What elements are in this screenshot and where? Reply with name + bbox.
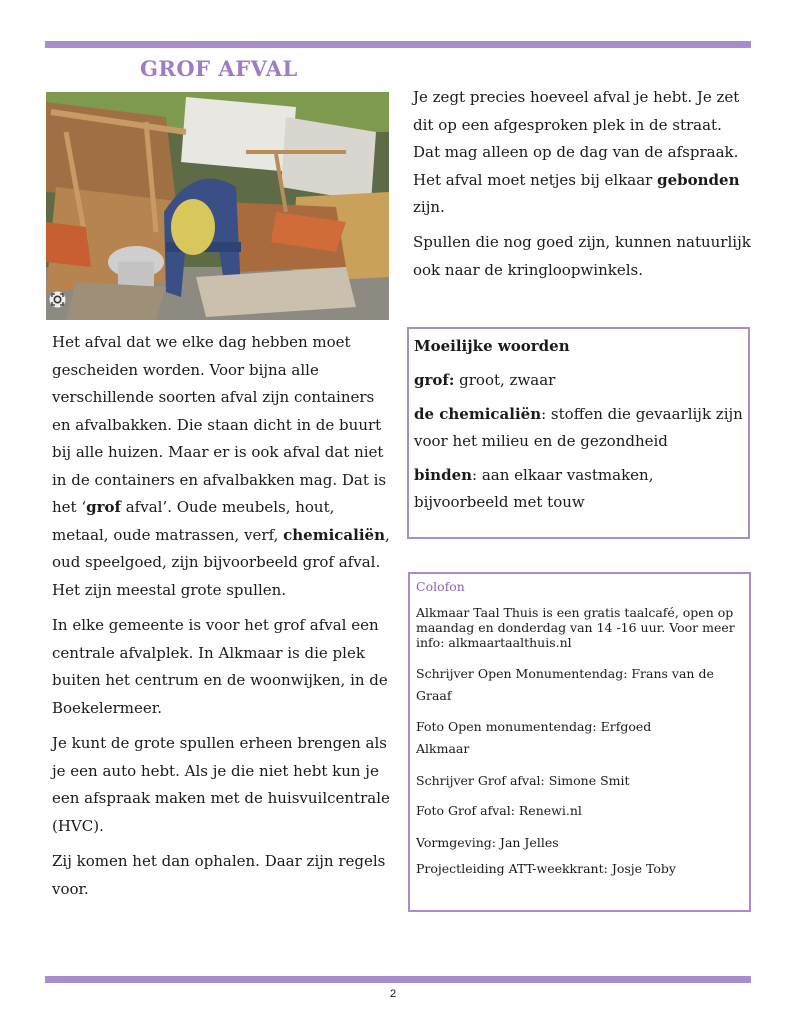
difficult-word: grof: [414, 371, 455, 389]
colofon-entry: Alkmaar Taal Thuis is een gratis taalcafé, open op maandag en donderdag van 14 -16 uur. Voor meer info: alkmaartaalthuis.nl [416, 605, 735, 650]
left-column [52, 329, 392, 911]
bulky-waste-illustration [46, 92, 389, 320]
bulky-waste-photo [46, 92, 389, 320]
lens-icon[interactable] [49, 291, 66, 308]
right-paragraph-1 [413, 84, 753, 222]
colofon-entry: Foto Grof afval: Renewi.nl [416, 803, 582, 818]
colofon-entry: Schrijver Open Monumentendag: Frans van de Graaf [416, 666, 714, 703]
right-p1-bold: gebonden [657, 170, 740, 189]
bottom-rule [45, 976, 751, 983]
difficult-word-definition: : stoffen die gevaarlijk zijn voor het milieu en de gezondheid [414, 405, 743, 450]
colofon-box [408, 572, 751, 912]
colofon-heading: Colofon [416, 579, 465, 594]
page-number: 2 [390, 988, 397, 1000]
page-title: GROF AFVAL [140, 56, 298, 81]
left-p1-bold-1: grof [86, 498, 121, 516]
right-p1-text-b: zijn. [413, 198, 445, 216]
difficult-word-item [414, 401, 744, 455]
left-p1-text-a: Het afval dat we elke dag hebben moet gescheiden worden. Voor bijna alle verschillende soorten afval zijn containers en afvalbakken. Die staan dicht in de buurt bij alle huizen. Maar er is ook afval dat niet in de containers en afvalbakken mag. Dat is het ‘ [52, 333, 387, 516]
difficult-words-box [407, 327, 750, 539]
colofon-entry: Schrijver Grof afval: Simone Smit [416, 773, 630, 788]
left-p1-bold-2: chemicaliën [283, 525, 385, 544]
top-rule [45, 41, 751, 48]
difficult-word-item [414, 367, 744, 394]
colofon-entry: Projectleiding ATT-weekkrant: Josje Toby [416, 861, 676, 876]
difficult-words-heading-text: Moeilijke woorden [414, 337, 570, 355]
left-paragraph-4: Zij komen het dan ophalen. Daar zijn regels voor. [52, 852, 386, 898]
difficult-words-heading [414, 333, 744, 360]
difficult-word-definition: groot, zwaar [454, 371, 556, 389]
colofon-entry: Foto Open monumentendag: Erfgoed Alkmaar [416, 719, 652, 756]
difficult-word: binden [414, 466, 473, 484]
left-paragraph-1 [52, 329, 392, 604]
difficult-word-definition: : aan elkaar vastmaken, bijvoorbeeld met touw [414, 466, 654, 511]
difficult-word: de chemicaliën [414, 405, 542, 423]
colofon-entry: Vormgeving: Jan Jelles [416, 835, 559, 850]
left-paragraph-2: In elke gemeente is voor het grof afval een centrale afvalplek. In Alkmaar is die plek buiten het centrum en de woonwijken, in de Boekelermeer. [52, 616, 388, 717]
right-p1-text-a: Je zegt precies hoeveel afval je hebt. Je zet dit op een afgesproken plek in de straat. Dat mag alleen op de dag van de afspraak. Het afval moet netjes bij elkaar [413, 88, 740, 189]
difficult-word-item [414, 462, 744, 516]
left-paragraph-3: Je kunt de grote spullen erheen brengen als je een auto hebt. Als je die niet hebt kun je een afspraak maken met de huisvuilcentrale (HVC). [52, 734, 390, 835]
left-p1-text-c: , oud speelgoed, zijn bijvoorbeeld grof afval. Het zijn meestal grote spullen. [52, 525, 390, 599]
right-paragraph-2: Spullen die nog goed zijn, kunnen natuurlijk ook naar de kringloopwinkels. [413, 233, 751, 279]
left-p1-text-b: afval’. Oude meubels, hout, metaal, oude matrassen, verf, [52, 498, 335, 544]
